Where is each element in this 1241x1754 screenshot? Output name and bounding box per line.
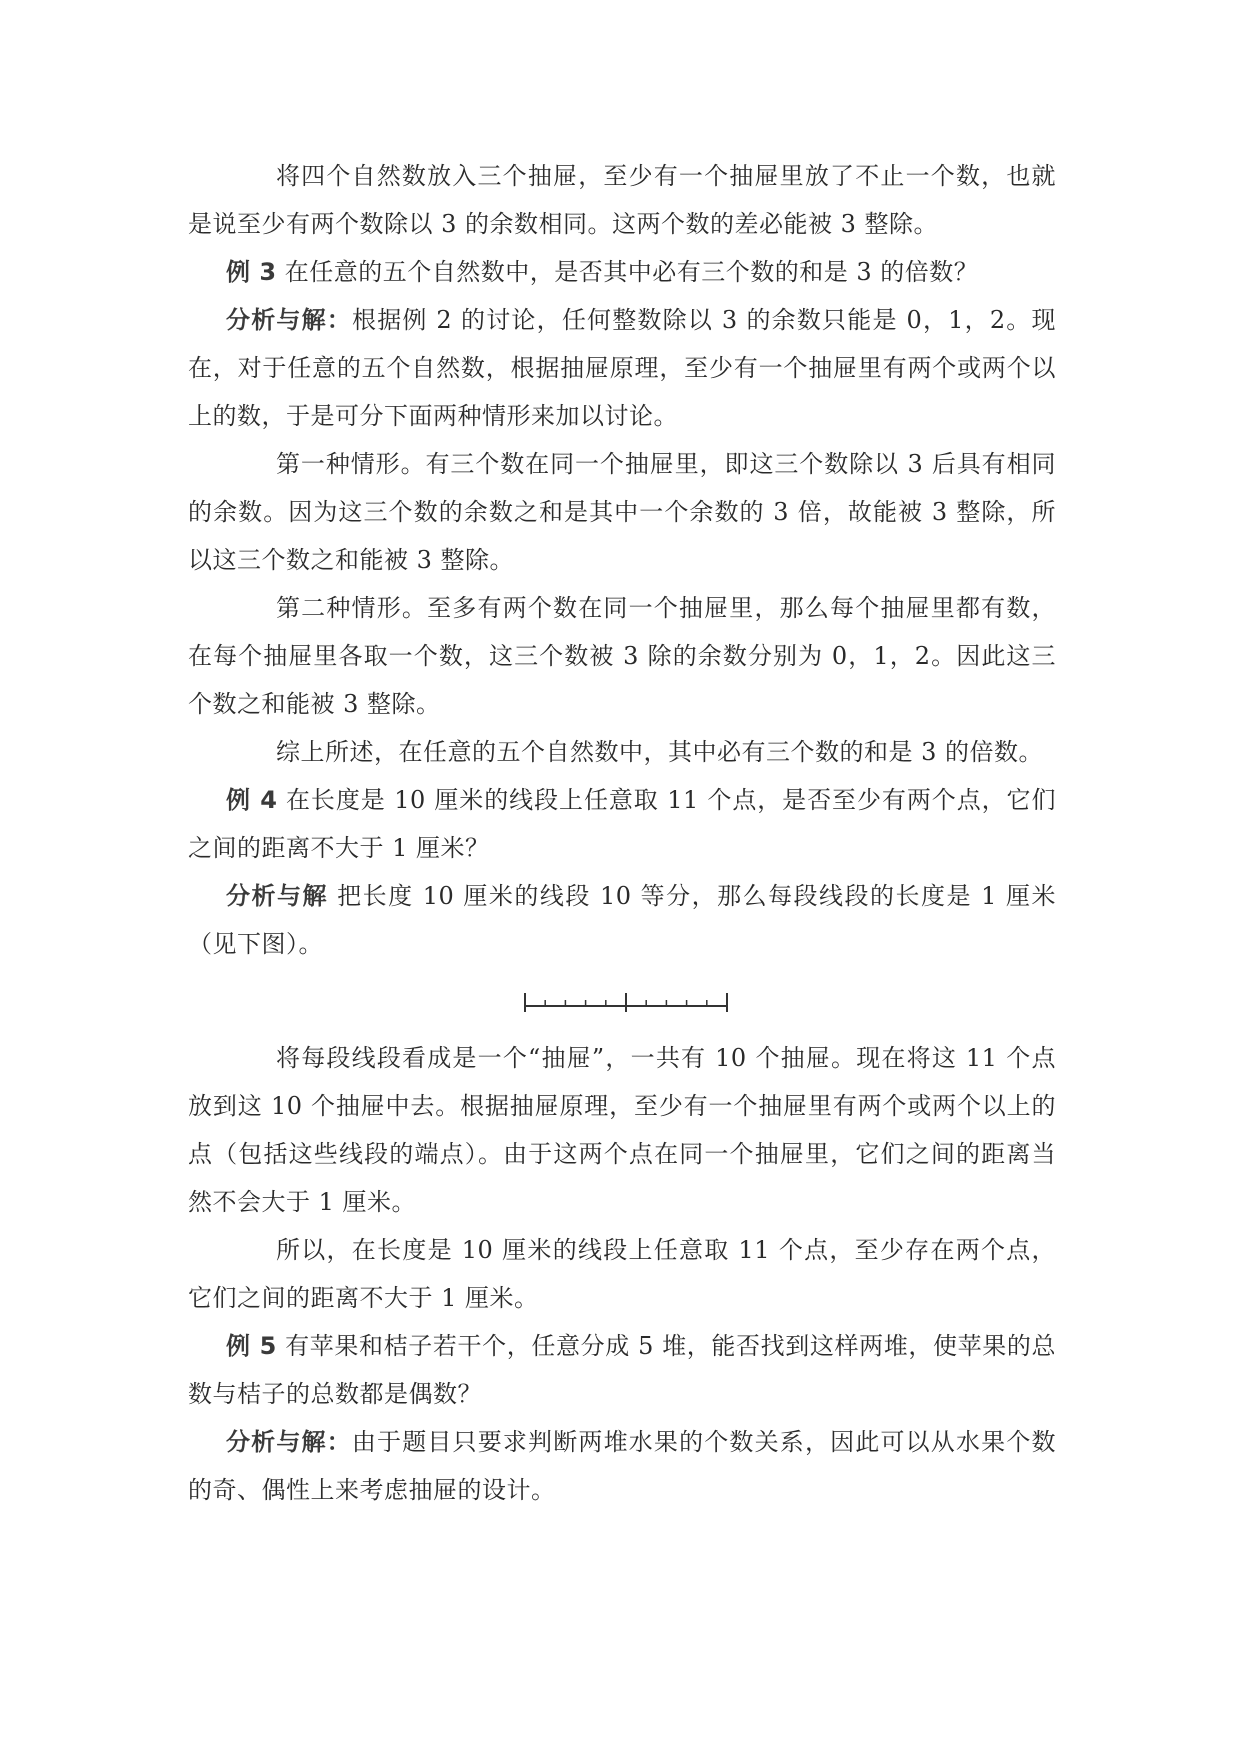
- example-4-label: 例 4: [226, 786, 278, 814]
- example-4-answer-text: 把长度 10 厘米的线段 10 等分，那么每段线段的长度是 1 厘米（见下图）。: [188, 882, 1057, 958]
- example-3-label: 例 3: [226, 258, 277, 286]
- example-3-question: [188, 248, 1056, 296]
- example-4-text: 在长度是 10 厘米的线段上任意取 11 个点，是否至少有两个点，它们之间的距离不大于 1 厘米？: [188, 786, 1056, 862]
- example-3-text: 在任意的五个自然数中，是否其中必有三个数的和是 3 的倍数？: [276, 258, 979, 286]
- ruler-segment-diagram: [524, 986, 734, 1016]
- example-5-answer-label: 分析与解：: [226, 1428, 352, 1456]
- example-3-answer: [188, 296, 1056, 440]
- example-4-answer-label: 分析与解: [226, 882, 328, 910]
- document-body: [188, 152, 1056, 1514]
- paragraph-summary-3: 综上所述，在任意的五个自然数中，其中必有三个数的和是 3 的倍数。: [276, 738, 1044, 766]
- example-5-question: [188, 1322, 1056, 1418]
- paragraph-case-1: 第一种情形。有三个数在同一个抽屉里，即这三个数除以 3 后具有相同的余数。因为这三个数的余数之和是其中一个余数的 3 倍，故能被 3 整除，所以这三个数之和能被 3 整除。: [188, 450, 1056, 574]
- paragraph-drawer-mapping: 将每段线段看成是一个“抽屉”，一共有 10 个抽屉。现在将这 11 个点放到这 10 个抽屉中去。根据抽屉原理，至少有一个抽屉里有两个或两个以上的点（包括这些线段的端点）。由于这两个点在同一个抽屉里，它们之间的距离当然不会大于 1 厘米。: [188, 1044, 1056, 1216]
- example-5-label: 例 5: [226, 1332, 277, 1360]
- example-5-answer: [188, 1418, 1056, 1514]
- paragraph-conclusion-4: 所以，在长度是 10 厘米的线段上任意取 11 个点，至少存在两个点，它们之间的距离不大于 1 厘米。: [188, 1236, 1056, 1312]
- example-5-answer-text: 由于题目只要求判断两堆水果的个数关系，因此可以从水果个数的奇、偶性上来考虑抽屉的设计。: [188, 1428, 1056, 1504]
- example-4-answer: [188, 872, 1056, 968]
- example-3-answer-text: 根据例 2 的讨论，任何整数除以 3 的余数只能是 0，1，2。现在，对于任意的五个自然数，根据抽屉原理，至少有一个抽屉里有两个或两个以上的数，于是可分下面两种情形来加以讨论。: [188, 306, 1056, 430]
- segment-figure: [188, 968, 1056, 1034]
- paragraph-drawer-intro: 将四个自然数放入三个抽屉，至少有一个抽屉里放了不止一个数，也就是说至少有两个数除以 3 的余数相同。这两个数的差必能被 3 整除。: [188, 162, 1056, 238]
- example-4-question: [188, 776, 1056, 872]
- example-3-answer-label: 分析与解：: [226, 306, 352, 334]
- example-5-text: 有苹果和桔子若干个，任意分成 5 堆，能否找到这样两堆，使苹果的总数与桔子的总数都是偶数？: [188, 1332, 1056, 1408]
- paragraph-case-2: 第二种情形。至多有两个数在同一个抽屉里，那么每个抽屉里都有数，在每个抽屉里各取一个数，这三个数被 3 除的余数分别为 0，1，2。因此这三个数之和能被 3 整除。: [188, 594, 1056, 718]
